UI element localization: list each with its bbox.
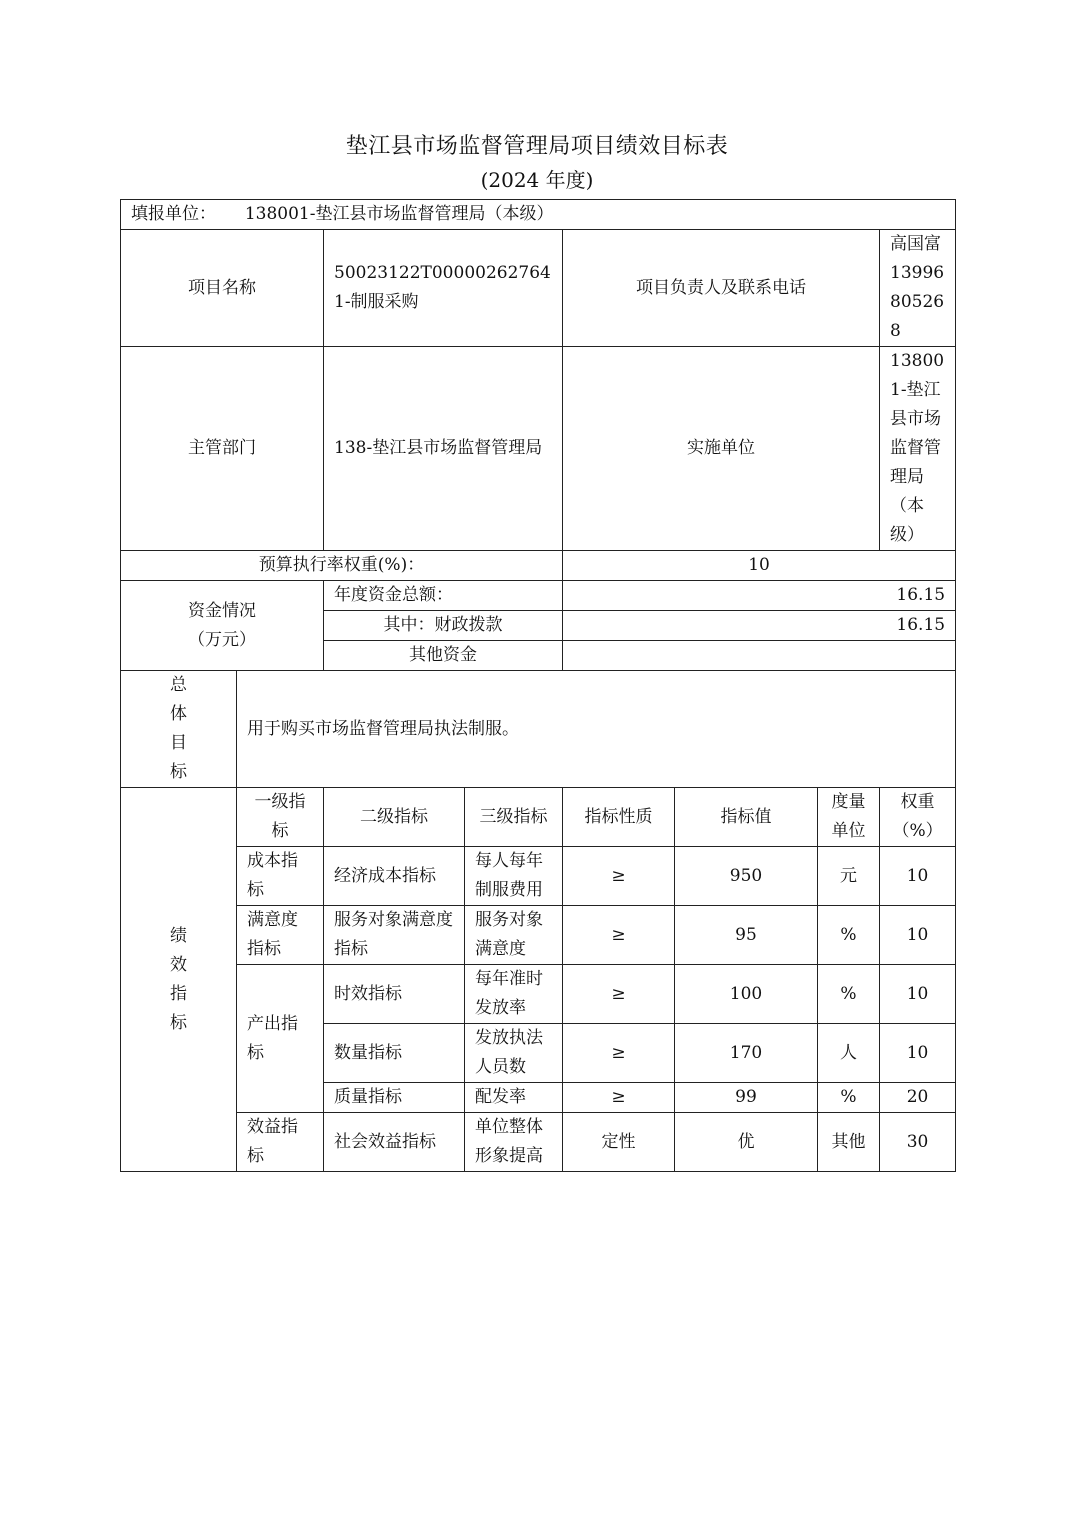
budget-weight-label: 预算执行率权重(%)： xyxy=(121,551,563,581)
unit-cell: % xyxy=(818,1083,880,1113)
header-weight: 权重（%） xyxy=(880,788,956,847)
unit-cell: 元 xyxy=(818,847,880,906)
table-row xyxy=(121,906,956,965)
header-level3: 三级指标 xyxy=(465,788,563,847)
overall-goal-text: 用于购买市场监督管理局执法制服。 xyxy=(237,671,956,788)
impl-unit-value: 138001-垫江县市场监督管理局（本级） xyxy=(880,347,956,551)
unit-cell: 其他 xyxy=(818,1113,880,1172)
header-unit: 度量单位 xyxy=(818,788,880,847)
header-nature: 指标性质 xyxy=(563,788,675,847)
table-row xyxy=(121,1113,956,1172)
weight-cell: 10 xyxy=(880,965,956,1024)
level3-cell: 每年准时发放率 xyxy=(465,965,563,1024)
value-cell: 100 xyxy=(675,965,818,1024)
perf-indicator-label xyxy=(121,788,237,1172)
page-title: 垫江县市场监督管理局项目绩效目标表 xyxy=(345,134,729,159)
project-name-value: 50023122T000002627641-制服采购 xyxy=(324,230,563,347)
unit-cell: % xyxy=(818,965,880,1024)
overall-goal-label xyxy=(121,671,237,788)
nature-cell: ≥ xyxy=(563,847,675,906)
level2-cell: 经济成本指标 xyxy=(324,847,465,906)
goal-label-char: 总 xyxy=(170,675,187,695)
unit-cell: 人 xyxy=(818,1024,880,1083)
funds-total-value: 16.15 xyxy=(563,581,956,611)
perf-label-char: 指 xyxy=(170,983,187,1004)
funds-other-value xyxy=(563,641,956,671)
header-level1: 一级指标 xyxy=(237,788,324,847)
dept-value: 138-垫江县市场监督管理局 xyxy=(324,347,563,551)
level2-cell: 社会效益指标 xyxy=(324,1113,465,1172)
value-cell: 优 xyxy=(675,1113,818,1172)
level1-cell: 成本指标 xyxy=(237,847,324,906)
header-level2: 二级指标 xyxy=(324,788,465,847)
level2-cell: 服务对象满意度指标 xyxy=(324,906,465,965)
nature-cell: 定性 xyxy=(563,1113,675,1172)
performance-target-table xyxy=(120,199,956,1172)
contact-label: 项目负责人及联系电话 xyxy=(563,230,880,347)
weight-cell: 30 xyxy=(880,1113,956,1172)
reporting-unit-value: 138001-垫江县市场监督管理局（本级） xyxy=(244,204,554,224)
level3-cell: 服务对象满意度 xyxy=(465,906,563,965)
funds-other-label: 其他资金 xyxy=(324,641,563,671)
goal-label-char: 体 xyxy=(170,704,187,724)
level2-cell: 质量指标 xyxy=(324,1083,465,1113)
weight-cell: 20 xyxy=(880,1083,956,1113)
level2-cell: 数量指标 xyxy=(324,1024,465,1083)
level3-cell: 单位整体形象提高 xyxy=(465,1113,563,1172)
perf-label-char: 标 xyxy=(170,1012,187,1033)
table-row xyxy=(121,965,956,1024)
level1-cell: 产出指标 xyxy=(237,965,324,1113)
value-cell: 99 xyxy=(675,1083,818,1113)
contact-phone: 13996805268 xyxy=(890,263,945,341)
level1-cell: 效益指标 xyxy=(237,1113,324,1172)
level3-cell: 发放执法人员数 xyxy=(465,1024,563,1083)
nature-cell: ≥ xyxy=(563,965,675,1024)
nature-cell: ≥ xyxy=(563,906,675,965)
contact-value-cell xyxy=(880,230,956,347)
funds-label-cell xyxy=(121,581,324,671)
weight-cell: 10 xyxy=(880,1024,956,1083)
dept-label: 主管部门 xyxy=(121,347,324,551)
header-value: 指标值 xyxy=(675,788,818,847)
perf-label-char: 效 xyxy=(170,954,187,975)
level2-cell: 时效指标 xyxy=(324,965,465,1024)
goal-label-char: 标 xyxy=(170,762,187,782)
budget-weight-value: 10 xyxy=(563,551,956,581)
level1-cell: 满意度指标 xyxy=(237,906,324,965)
weight-cell: 10 xyxy=(880,906,956,965)
perf-label-char: 绩 xyxy=(170,925,187,946)
value-cell: 95 xyxy=(675,906,818,965)
nature-cell: ≥ xyxy=(563,1083,675,1113)
value-cell: 170 xyxy=(675,1024,818,1083)
funds-label: 资金情况 xyxy=(188,600,256,621)
reporting-unit-cell xyxy=(121,200,956,230)
level3-cell: 配发率 xyxy=(465,1083,563,1113)
funds-total-label: 年度资金总额： xyxy=(324,581,563,611)
goal-label-char: 目 xyxy=(170,733,187,753)
table-row xyxy=(121,847,956,906)
value-cell: 950 xyxy=(675,847,818,906)
funds-fiscal-label: 其中：财政拨款 xyxy=(324,611,563,641)
reporting-unit-label: 填报单位： xyxy=(131,204,216,224)
page-subtitle: (2024 年度) xyxy=(480,168,594,192)
contact-name: 高国富 xyxy=(890,234,941,254)
funds-fiscal-value: 16.15 xyxy=(563,611,956,641)
weight-cell: 10 xyxy=(880,847,956,906)
unit-cell: % xyxy=(818,906,880,965)
funds-unit: （万元） xyxy=(188,629,256,650)
level3-cell: 每人每年制服费用 xyxy=(465,847,563,906)
impl-unit-label: 实施单位 xyxy=(563,347,880,551)
project-name-label: 项目名称 xyxy=(121,230,324,347)
nature-cell: ≥ xyxy=(563,1024,675,1083)
